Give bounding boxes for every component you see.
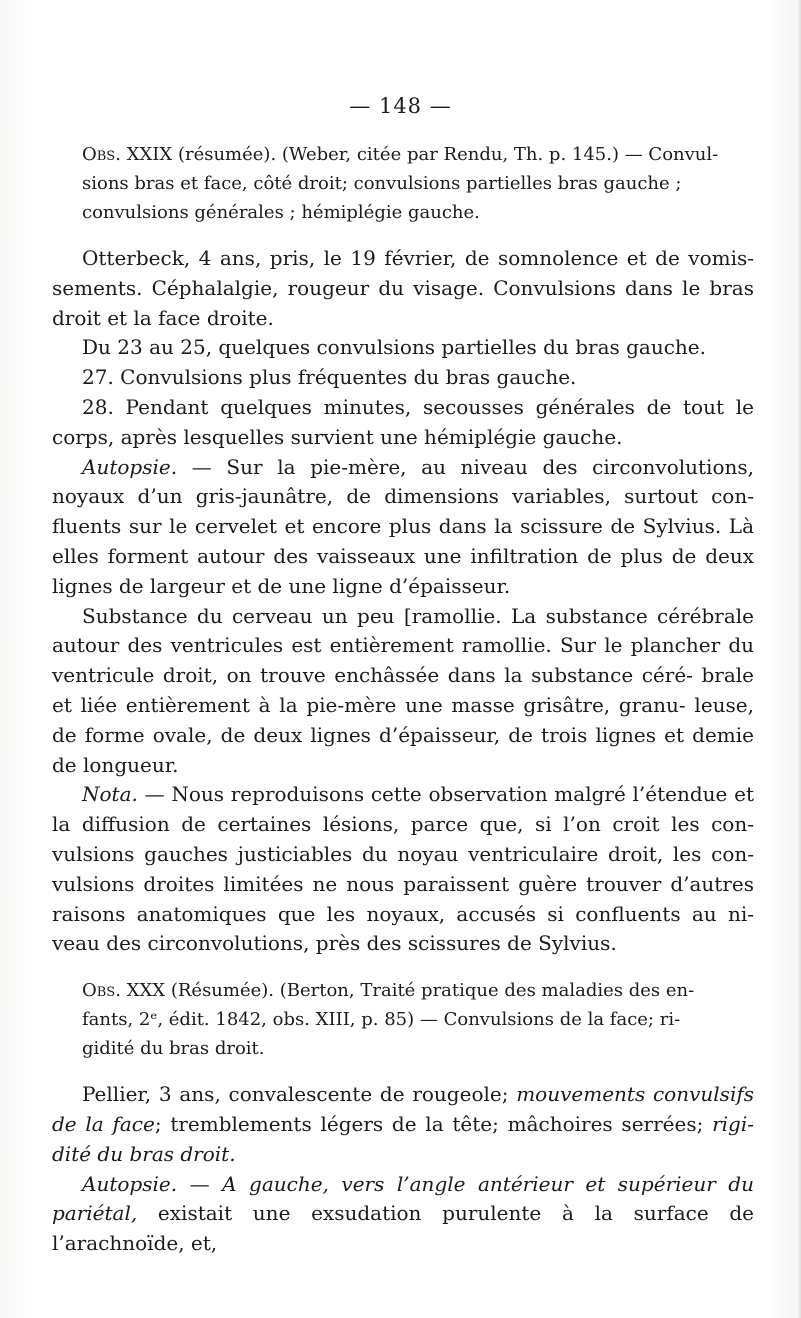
obs30-p2-italic: A gauche, vers l’angle antérieur et supérieur du pariétal,: [52, 1171, 754, 1226]
obs29-paragraph-2: Du 23 au 25, quelques convulsions partielles du bras gauche.: [82, 335, 707, 360]
obs30-header-line1: XXX (Résumée). (Berton, Traité pratique des maladies des en-: [126, 980, 695, 1002]
obs30-p1-italic2: rigi- dité du bras droit.: [52, 1111, 754, 1166]
page-edge-shadow: [795, 0, 801, 1318]
autopsy-label: Autopsie.: [82, 454, 178, 479]
page-number: — 148 —: [349, 94, 452, 118]
page-content: [52, 140, 754, 1259]
obs30-p1-italic1: mouvements convulsifs de la face: [52, 1082, 755, 1136]
observation-29-header: [52, 140, 754, 227]
obs29-autopsy-paragraph: [52, 453, 754, 602]
obs30-p1-mid: ; tremblements légers de la tête; mâchoires serrées;: [154, 1111, 713, 1136]
obs30-header-line3: gidité du bras droit.: [82, 1038, 265, 1060]
obs29-header-line1: XXIX (résumée). (Weber, citée par Rendu, Th. p. 145.) — Convul-: [126, 144, 719, 165]
obs30-p2-end: existait une exsudation purulente à la surface de l’arachnoïde, et,: [52, 1201, 754, 1256]
obs29-paragraph-1: Otterbeck, 4 ans, pris, le 19 février, de somnolence et de vomis- sements. Céphalalgie, rougeur du visage. Convulsions dans le bras droit et la face droite.: [52, 246, 754, 330]
obs30-autopsy-paragraph: [52, 1170, 754, 1259]
obs30-p1-start: Pellier, 3 ans, convalescente de rougeole;: [82, 1082, 517, 1107]
obs29-paragraph-3: 27. Convulsions plus fréquentes du bras gauche.: [82, 365, 577, 390]
obs30-header-line2: fants, 2ᵉ, édit. 1842, obs. XIII, p. 85) — Convulsions de la face; ri-: [82, 1009, 681, 1031]
obs29-paragraph-6: Substance du cerveau un peu [ramollie. La substance cérébrale autour des ventricules est entièrement ramollie. Sur le plancher du ventricule droit, on trouve enchâssée dans la substance céré- brale et liée entièrement à la pie-mère une masse grisâtre, granu- leuse, de forme ovale, de deux lignes d’épaisseur, de trois lignes et demie de longueur.: [52, 603, 754, 777]
obs30-p2-mid: —: [177, 1171, 223, 1196]
obs29-paragraph-4: 28. Pendant quelques minutes, secousses générales de tout le corps, après lesquelles survient une hémiplégie gauche.: [52, 394, 754, 449]
autopsy-label: Autopsie.: [82, 1171, 178, 1196]
obs30-paragraph-1: [52, 1080, 754, 1169]
obs29-nota-paragraph: [52, 780, 754, 959]
obs-label: Obs.: [82, 144, 121, 165]
obs29-header-line3: convulsions générales ; hémiplégie gauche.: [82, 202, 480, 223]
obs29-header-line2: sions bras et face, côté droit; convulsions partielles bras gauche ;: [82, 173, 682, 194]
autopsy-text: — Sur la pie-mère, au niveau des circonvolutions, noyaux d’un gris-jaunâtre, de dimensions variables, surtout con- fluents sur le cervelet et encore plus dans la scissure de Sylvius. Là elles forment autour des vaisseaux une infiltration de plus de deux lignes de largeur et de une ligne d’épaisseur.: [52, 454, 754, 598]
obs-label: Obs.: [82, 980, 121, 1002]
observation-30-header: [52, 976, 754, 1063]
nota-label: Nota.: [82, 782, 138, 807]
nota-text: — Nous reproduisons cette observation malgré l’étendue et la diffusion de certaines lésions, parce que, si l’on croit les con- vulsions gauches justiciables du noyau ventriculaire droit, les con- vulsions droites limitées ne nous paraissent guère trouver d’autres raisons anatomiques que les noyaux, accusés si confluents au ni- veau des circonvolutions, près des scissures de Sylvius.: [52, 782, 754, 956]
